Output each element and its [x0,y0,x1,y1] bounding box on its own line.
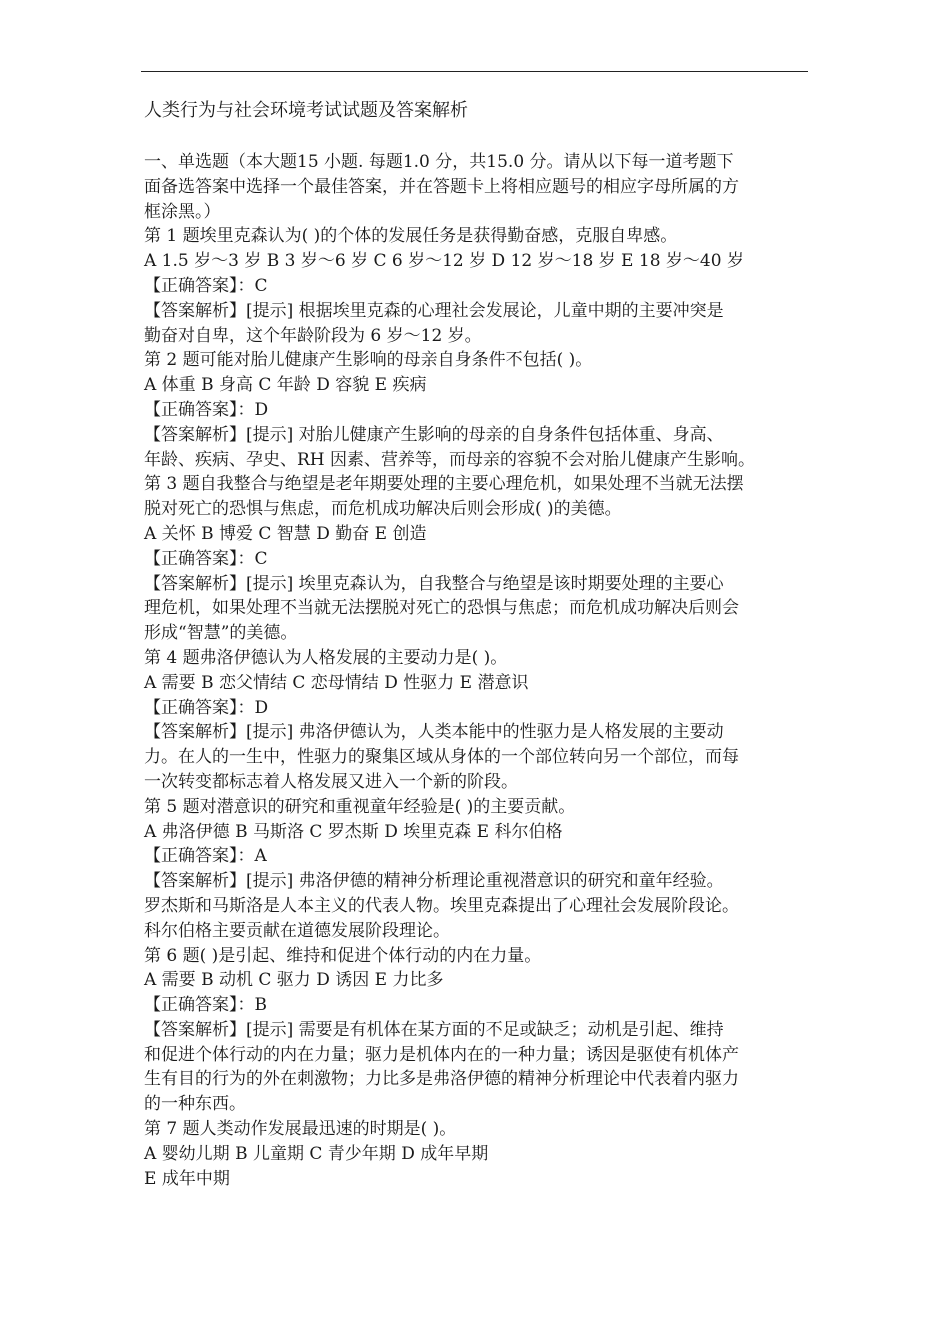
text-line: 科尔伯格主要贡献在道德发展阶段理论。 [144,920,450,941]
text-line: A 弗洛伊德 B 马斯洛 C 罗杰斯 D 埃里克森 E 科尔伯格 [144,821,563,842]
text-line: 第 6 题( )是引起、维持和促进个体行动的内在力量。 [144,945,542,966]
text-line: A 需要 B 动机 C 驱力 D 诱因 E 力比多 [144,970,444,991]
text-line: 框涂黑。） [144,201,221,222]
text-line: A 体重 B 身高 C 年龄 D 容貌 E 疾病 [144,375,427,396]
text-line: A 1.5 岁～3 岁 B 3 岁～6 岁 C 6 岁～12 岁 D 12 岁～18 岁 E 18 岁～40 岁 [144,251,744,272]
text-line: 形成“智慧”的美德。 [144,623,298,644]
text-line: 第 7 题人类动作发展最迅速的时期是( )。 [144,1119,457,1140]
header-rule [141,71,808,72]
text-line: A 关怀 B 博爱 C 智慧 D 勤奋 E 创造 [144,523,427,544]
text-line: 的一种东西。 [144,1094,246,1115]
text-line: 第 4 题弗洛伊德认为人格发展的主要动力是( )。 [144,647,508,668]
text-line: 【正确答案】：B [144,995,267,1016]
text-line: 第 5 题对潜意识的研究和重视童年经验是( )的主要贡献。 [144,796,576,817]
text-line: 勤奋对自卑，这个年龄阶段为 6 岁～12 岁。 [144,325,482,346]
text-line: 【正确答案】：C [144,548,268,569]
text-line: E 成年中期 [144,1168,230,1189]
text-line: 和促进个体行动的内在力量；驱力是机体内在的一种力量；诱因是驱使有机体产 [144,1044,739,1065]
text-line: A 需要 B 恋父情结 C 恋母情结 D 性驱力 E 潜意识 [144,672,529,693]
text-line: 【答案解析】[提示] 弗洛伊德的精神分析理论重视潜意识的研究和童年经验。 [144,871,724,892]
text-line: 【答案解析】[提示] 根据埃里克森的心理社会发展论，儿童中期的主要冲突是 [144,300,724,321]
text-line: 脱对死亡的恐惧与焦虑，而危机成功解决后则会形成( )的美德。 [144,499,622,520]
text-line: 【正确答案】：D [144,399,269,420]
text-line: 一、单选题（本大题15 小题. 每题1.0 分，共15.0 分。请从以下每一道考题下 [144,152,734,172]
text-line: 第 1 题埃里克森认为( )的个体的发展任务是获得勤奋感，克服自卑感。 [144,226,678,247]
text-line: 【答案解析】[提示] 需要是有机体在某方面的不足或缺乏；动机是引起、维持 [144,1019,724,1040]
text-line: 【正确答案】：C [144,275,268,296]
document-title: 人类行为与社会环境考试试题及答案解析 [144,100,468,121]
text-line: 【答案解析】[提示] 对胎儿健康产生影响的母亲的自身条件包括体重、身高、 [144,424,724,445]
document-body [144,150,808,1191]
text-line: 【正确答案】：D [144,697,269,718]
text-line: 第 3 题自我整合与绝望是老年期要处理的主要心理危机，如果处理不当就无法摆 [144,474,744,495]
text-line: 面备选答案中选择一个最佳答案，并在答题卡上将相应题号的相应字母所属的方 [144,176,739,197]
text-line: 【正确答案】：A [144,846,267,867]
text-line: 生有目的行为的外在刺激物；力比多是弗洛伊德的精神分析理论中代表着内驱力 [144,1069,739,1090]
text-line: 年龄、疾病、孕史、RH 因素、营养等，而母亲的容貌不会对胎儿健康产生影响。 [144,449,756,470]
text-line: 【答案解析】[提示] 埃里克森认为，自我整合与绝望是该时期要处理的主要心 [144,573,724,594]
text-line: A 婴幼儿期 B 儿童期 C 青少年期 D 成年早期 [144,1143,489,1164]
text-line: 【答案解析】[提示] 弗洛伊德认为，人类本能中的性驱力是人格发展的主要动 [144,722,724,743]
text-line: 第 2 题可能对胎儿健康产生影响的母亲自身条件不包括( )。 [144,350,593,371]
text-line: 罗杰斯和马斯洛是人本主义的代表人物。埃里克森提出了心理社会发展阶段论。 [144,895,739,916]
text-line: 一次转变都标志着人格发展又进入一个新的阶段。 [144,771,518,792]
text-line: 力。在人的一生中，性驱力的聚集区域从身体的一个部位转向另一个部位，而每 [144,747,739,768]
text-line: 理危机，如果处理不当就无法摆脱对死亡的恐惧与焦虑；而危机成功解决后则会 [144,598,739,619]
